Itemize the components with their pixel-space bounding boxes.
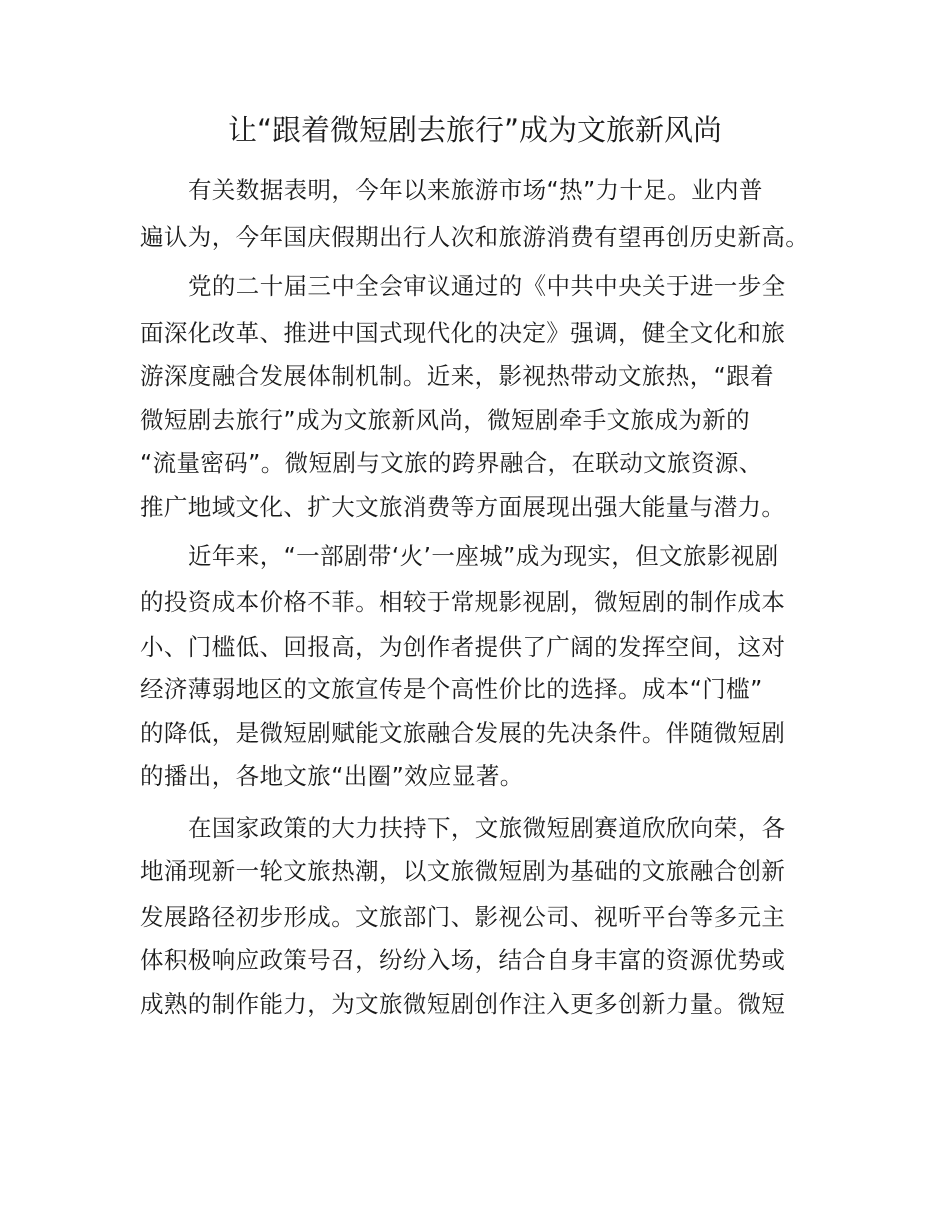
paragraph-1-line-2: 遍认为，今年国庆假期出行人次和旅游消费有望再创历史新高。 bbox=[140, 223, 810, 251]
paragraph-3-line-2: 的投资成本价格不菲。相较于常规影视剧，微短剧的制作成本 bbox=[140, 588, 786, 616]
paragraph-2-line-6: 推广地域文化、扩大文旅消费等方面展现出强大能量与潜力。 bbox=[140, 493, 786, 521]
paragraph-3-line-4: 经济薄弱地区的文旅宣传是个高性价比的选择。成本“门槛” bbox=[140, 675, 763, 703]
paragraph-3-line-3: 小、门槛低、回报高，为创作者提供了广阔的发挥空间，这对 bbox=[140, 633, 786, 661]
document-title: 让“跟着微短剧去旅行”成为文旅新风尚 bbox=[227, 113, 723, 147]
paragraph-2-line-4: 微短剧去旅行”成为文旅新风尚，微短剧牵手文旅成为新的 bbox=[140, 406, 751, 434]
paragraph-3-line-1: 近年来，“一部剧带‘火’一座城”成为现实，但文旅影视剧 bbox=[188, 542, 779, 570]
paragraph-2-line-5: “流量密码”。微短剧与文旅的跨界融合，在联动文旅资源、 bbox=[140, 449, 763, 477]
paragraph-4-line-5: 成熟的制作能力，为文旅微短剧创作注入更多创新力量。微短 bbox=[140, 990, 786, 1018]
paragraph-2-line-2: 面深化改革、推进中国式现代化的决定》强调，健全文化和旅 bbox=[140, 319, 786, 347]
paragraph-2-line-3: 游深度融合发展体制机制。近来，影视热带动文旅热，“跟着 bbox=[140, 362, 774, 390]
paragraph-3-line-5: 的降低，是微短剧赋能文旅融合发展的先决条件。伴随微短剧 bbox=[140, 719, 786, 747]
paragraph-4-line-1: 在国家政策的大力扶持下，文旅微短剧赛道欣欣向荣，各 bbox=[188, 814, 786, 842]
paragraph-1-line-1: 有关数据表明，今年以来旅游市场“热”力十足。业内普 bbox=[188, 176, 763, 204]
paragraph-4-line-3: 发展路径初步形成。文旅部门、影视公司、视听平台等多元主 bbox=[140, 903, 786, 931]
paragraph-4-line-2: 地涌现新一轮文旅热潮，以文旅微短剧为基础的文旅融合创新 bbox=[140, 857, 786, 885]
paragraph-4-line-4: 体积极响应政策号召，纷纷入场，结合自身丰富的资源优势或 bbox=[140, 946, 786, 974]
paragraph-2-line-1: 党的二十届三中全会审议通过的《中共中央关于进一步全 bbox=[188, 272, 786, 300]
paragraph-3-line-6: 的播出，各地文旅“出圈”效应显著。 bbox=[140, 762, 524, 790]
